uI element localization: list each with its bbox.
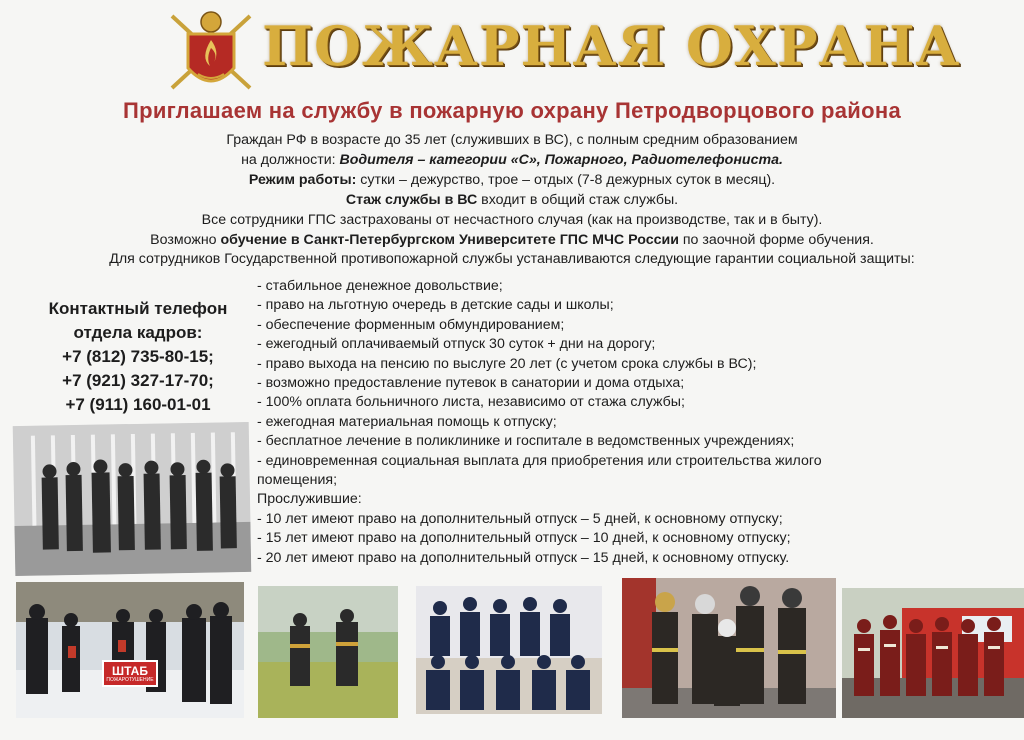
photo-team-uniform: [416, 586, 602, 714]
list-item: - право на льготную очередь в детские сады и школы;: [257, 297, 614, 314]
list-item: - 10 лет имеют право на дополнительный отпуск – 5 дней, к основному отпуску;: [257, 510, 783, 527]
training-prefix: Возможно: [150, 232, 221, 248]
list-item: - ежегодный оплачиваемый отпуск 30 суток + дни на дорогу;: [257, 336, 656, 353]
list-item: - 100% оплата больничного листа, независимо от стажа службы;: [257, 394, 685, 411]
recruitment-headline: Приглашаем на службу в пожарную охрану Петродворцового района: [123, 98, 901, 123]
list-item: - бесплатное лечение в поликлинике и госпитале в ведомственных учреждениях;: [257, 433, 795, 450]
schedule-text: сутки – дежурство, трое – отдых (7-8 дежурных суток в месяц).: [356, 172, 776, 188]
insurance-line: Все сотрудники ГПС застрахованы от несчастного случая (как на производстве, так и в быту).: [201, 212, 823, 228]
photo-fire-truck-group: [842, 588, 1024, 718]
intro-block: [0, 130, 1024, 250]
list-item: - право выхода на пенсию по выслуге 20 лет (с учетом срока службы в ВС);: [257, 355, 757, 372]
positions-line: [0, 150, 1024, 170]
service-line: [0, 190, 1024, 210]
fire-service-emblem-icon: [168, 8, 254, 96]
schedule-label: Режим работы:: [248, 172, 357, 188]
phone-number: +7 (911) 160-01-01: [65, 395, 211, 414]
list-item: - ежегодная материальная помощь к отпуску;: [257, 413, 557, 430]
photo-winter-training: [16, 582, 244, 718]
list-item: - 20 лет имеют право на дополнительный отпуск – 15 дней, к основному отпуску.: [257, 549, 790, 566]
list-item: - 15 лет имеют право на дополнительный отпуск – 10 дней, к основному отпуску;: [257, 530, 791, 547]
training-university: обучение в Санкт-Петербургском Университете ГПС МЧС России: [220, 232, 679, 248]
contact-block: [20, 297, 256, 417]
schedule-line: [0, 170, 1024, 190]
positions-prefix: на должности:: [241, 152, 340, 168]
contact-label-line2: отдела кадров:: [73, 323, 203, 342]
poster-title: ПОЖАРНАЯ ОХРАНА: [262, 14, 961, 78]
guarantees-intro: Для сотрудников Государственной противопожарной службы устанавливаются следующие гарантии социальной защиты:: [109, 251, 915, 267]
photo-hose-drill: [258, 586, 398, 718]
guarantees-list: [257, 277, 1017, 568]
photo-firefighters-group-bw: [13, 422, 252, 576]
photo-firefighters-gear: [622, 578, 836, 718]
eligibility-line: Граждан РФ в возрасте до 35 лет (служивших в ВС), с полным средним образованием: [226, 132, 798, 148]
list-item: - стабильное денежное довольствие;: [257, 278, 503, 294]
list-item: - возможно предоставление путевок в санатории и дома отдыха;: [257, 375, 685, 392]
list-item: - единовременная социальная выплата для приобретения или строительства жилого: [257, 452, 822, 469]
list-item: Прослужившие:: [257, 491, 362, 508]
shtab-sign: [102, 660, 158, 687]
list-item: - обеспечение форменным обмундированием;: [257, 316, 565, 333]
list-item: помещения;: [257, 472, 338, 489]
shtab-sign-subtext: ПОЖАРОТУШЕНИЕ: [106, 677, 154, 683]
shtab-sign-text: ШТАБ: [112, 664, 148, 678]
positions-list: Водителя – категории «С», Пожарного, Радиотелефониста.: [339, 152, 783, 168]
service-text: входит в общий стаж службы.: [477, 192, 679, 208]
contact-label-line1: Контактный телефон: [48, 299, 228, 318]
service-label: Стаж службы в ВС: [345, 192, 478, 208]
phone-number: +7 (812) 735-80-15;: [62, 347, 214, 366]
training-suffix: по заочной форме обучения.: [678, 232, 874, 248]
training-line: [0, 230, 1024, 250]
phone-number: +7 (921) 327-17-70;: [62, 371, 214, 390]
